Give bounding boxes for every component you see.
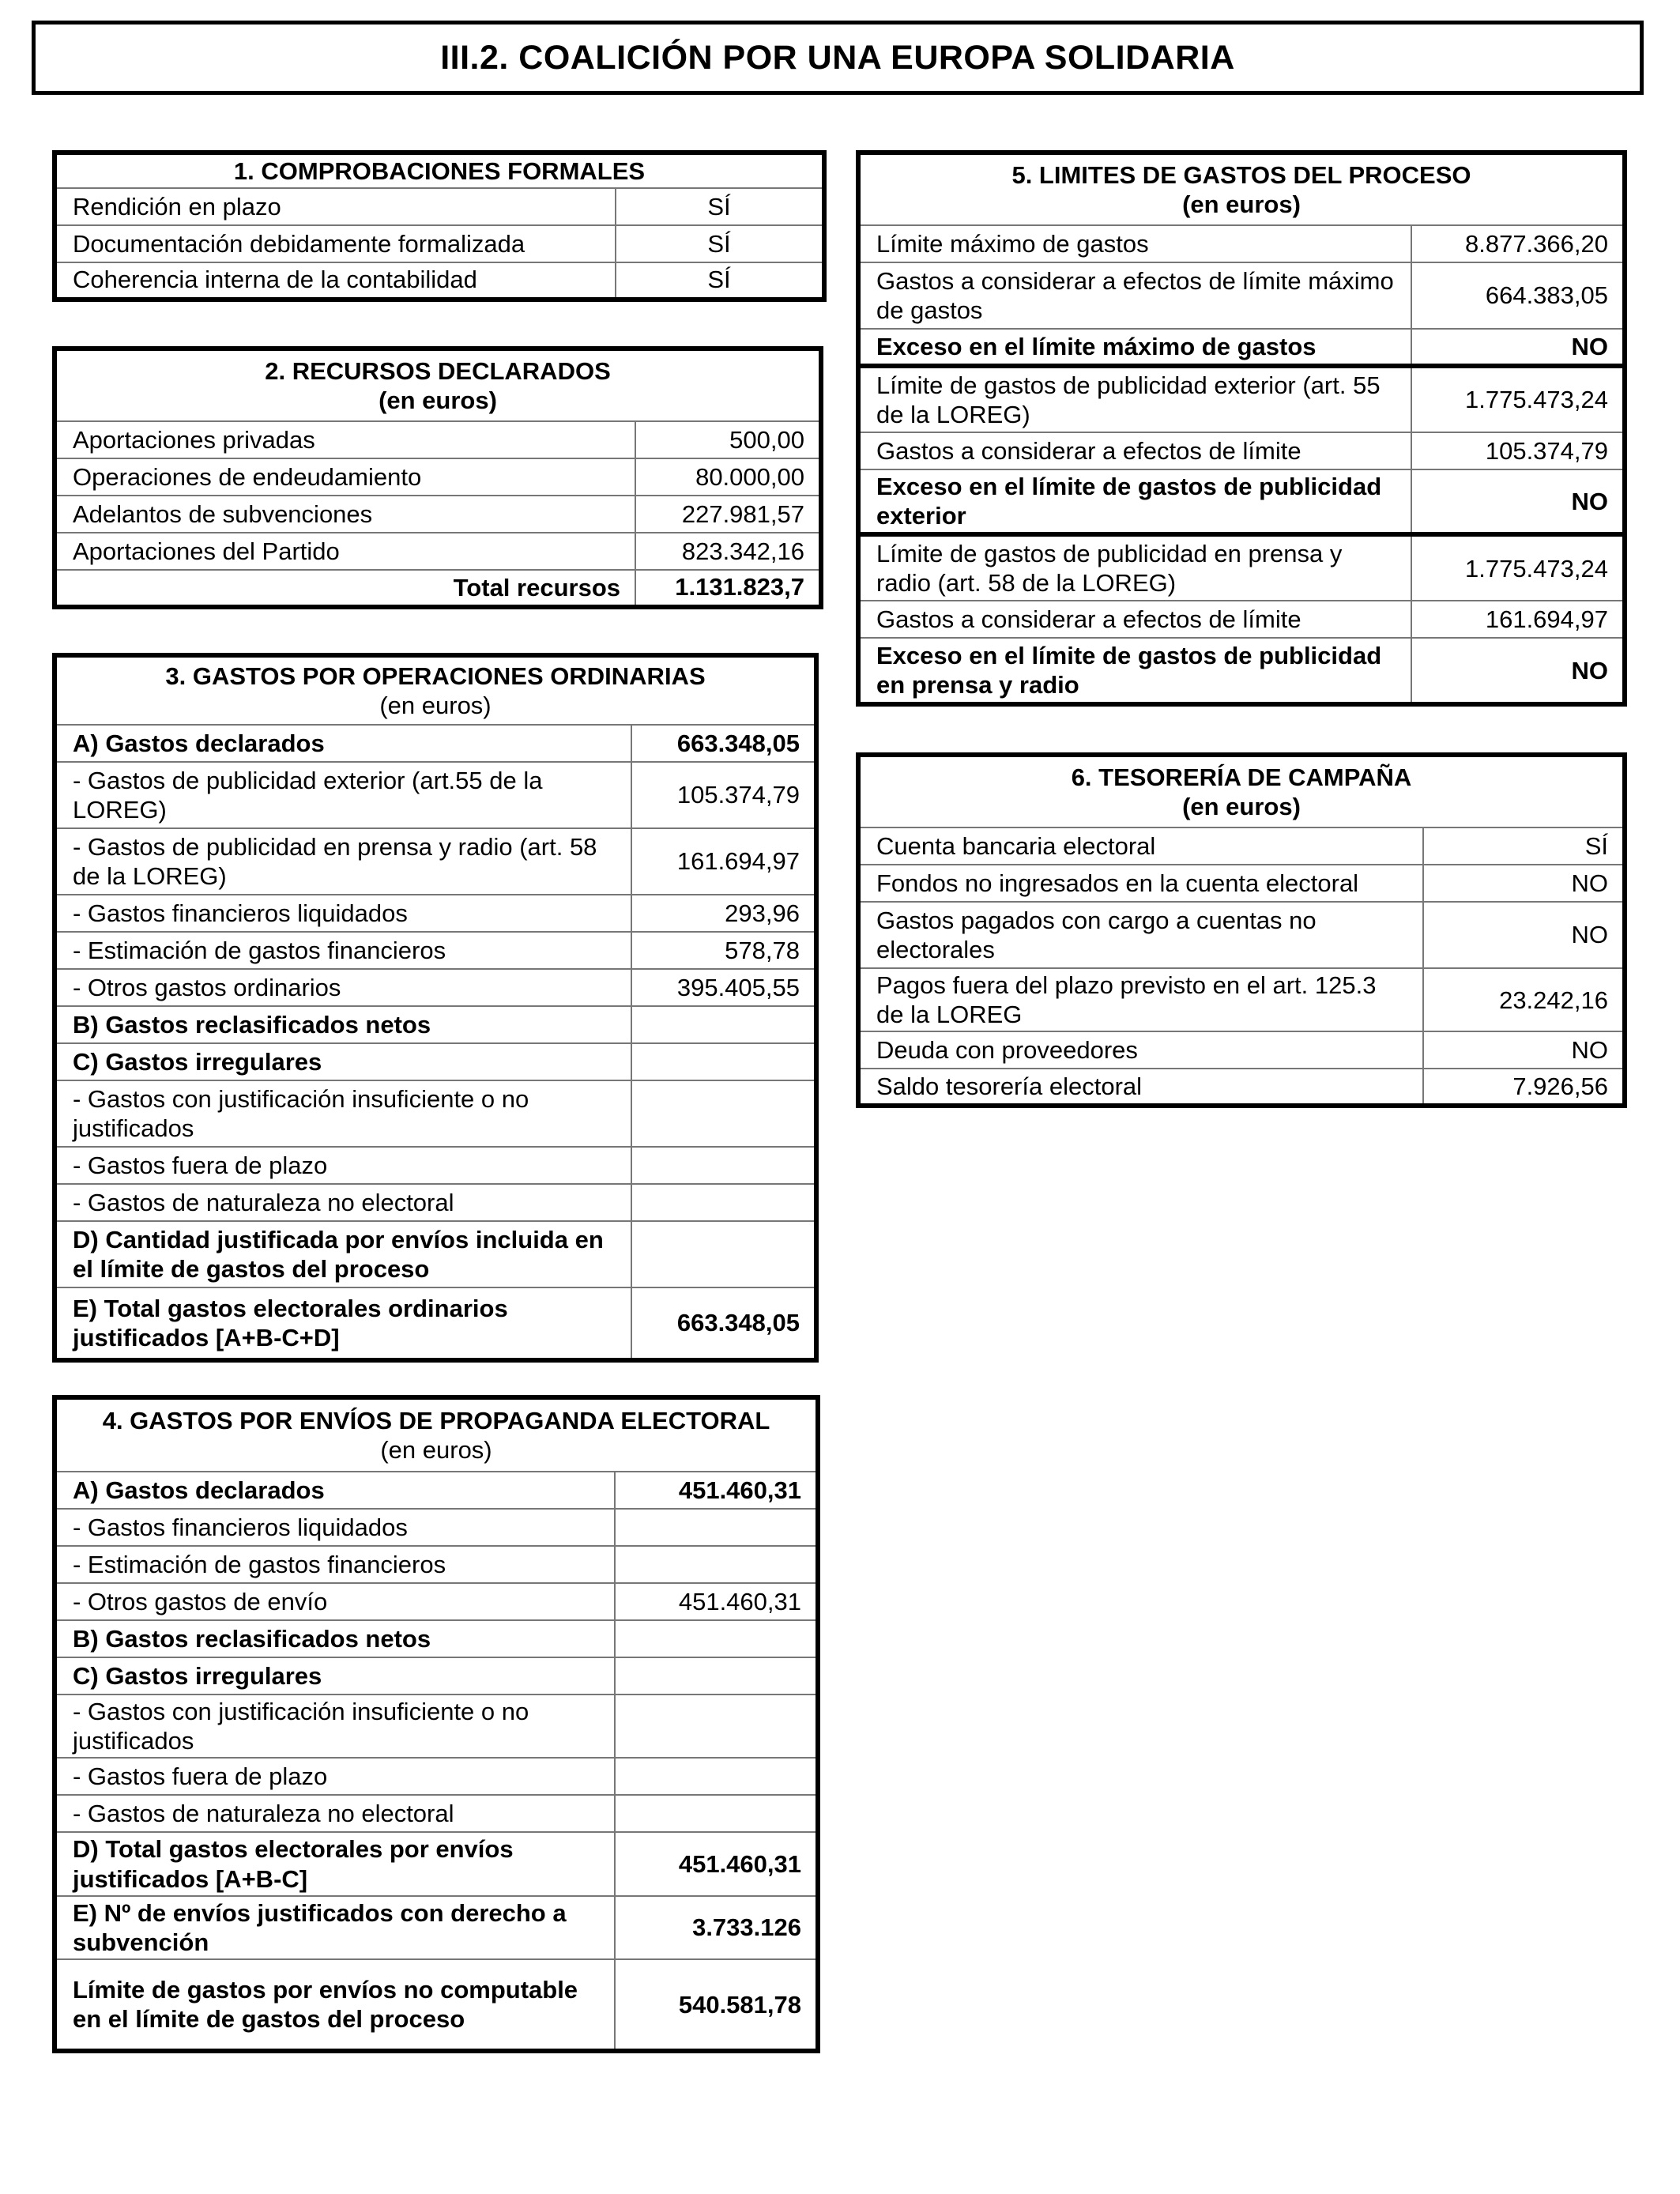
row-label: Rendición en plazo <box>55 188 616 225</box>
row-value: 7.926,56 <box>1423 1069 1625 1106</box>
row-value <box>631 1080 816 1147</box>
row-label: - Gastos de naturaleza no electoral <box>55 1795 615 1832</box>
row-label: - Gastos fuera de plazo <box>55 1147 631 1184</box>
row-label: Deuda con proveedores <box>858 1031 1423 1069</box>
row-value <box>631 1147 816 1184</box>
row-label: C) Gastos irregulares <box>55 1043 631 1080</box>
row-value <box>615 1795 818 1832</box>
row-value: 161.694,97 <box>1411 601 1625 638</box>
total-label: Total recursos <box>55 570 635 607</box>
row-label: D) Cantidad justificada por envíos incluida en el límite de gastos del proceso <box>55 1221 631 1287</box>
mailing-expenses-table <box>52 1395 820 2053</box>
row-label: Límite de gastos por envíos no computable en el límite de gastos del proceso <box>55 1959 615 2051</box>
row-label: - Gastos de publicidad exterior (art.55 de la LOREG) <box>55 762 631 828</box>
row-value: 578,78 <box>631 932 816 969</box>
table-subtitle: (en euros) <box>1182 793 1301 820</box>
row-label: Exceso en el límite de gastos de publicidad en prensa y radio <box>858 638 1411 704</box>
row-value: 395.405,55 <box>631 969 816 1006</box>
row-label: - Gastos con justificación insuficiente o no justificados <box>55 1080 631 1147</box>
row-value: 663.348,05 <box>631 725 816 762</box>
row-label: B) Gastos reclasificados netos <box>55 1006 631 1043</box>
row-value: 293,96 <box>631 895 816 932</box>
row-value: 1.775.473,24 <box>1411 366 1625 432</box>
row-label: Fondos no ingresados en la cuenta electoral <box>858 865 1423 902</box>
row-value <box>615 1509 818 1546</box>
row-value <box>631 1184 816 1221</box>
row-label: Aportaciones del Partido <box>55 533 635 570</box>
row-value <box>631 1043 816 1080</box>
row-value <box>615 1657 818 1695</box>
row-value <box>631 1006 816 1043</box>
row-label: - Estimación de gastos financieros <box>55 1546 615 1583</box>
row-label: - Gastos financieros liquidados <box>55 895 631 932</box>
total-value: 1.131.823,7 <box>635 570 821 607</box>
row-label: Límite máximo de gastos <box>858 225 1411 262</box>
row-label: - Gastos de publicidad en prensa y radio (art. 58 de la LOREG) <box>55 828 631 895</box>
table-title: 4. GASTOS POR ENVÍOS DE PROPAGANDA ELECTORAL <box>102 1406 770 1434</box>
row-value: 663.348,05 <box>631 1287 816 1360</box>
row-label: Exceso en el límite de gastos de publicidad exterior <box>858 469 1411 534</box>
row-value: 451.460,31 <box>615 1472 818 1509</box>
row-value: NO <box>1423 902 1625 968</box>
row-value <box>615 1758 818 1795</box>
row-label: D) Total gastos electorales por envíos justificados [A+B-C] <box>55 1832 615 1895</box>
row-value: 161.694,97 <box>631 828 816 895</box>
row-label: - Gastos de naturaleza no electoral <box>55 1184 631 1221</box>
table-subtitle: (en euros) <box>1182 190 1301 218</box>
row-label: Límite de gastos de publicidad en prensa y radio (art. 58 de la LOREG) <box>858 534 1411 601</box>
row-label: Exceso en el límite máximo de gastos <box>858 329 1411 366</box>
row-value: SÍ <box>1423 827 1625 865</box>
row-label: E) Nº de envíos justificados con derecho a subvención <box>55 1896 615 1959</box>
campaign-treasury-table <box>856 752 1627 1108</box>
row-label: Gastos a considerar a efectos de límite <box>858 601 1411 638</box>
row-label: C) Gastos irregulares <box>55 1657 615 1695</box>
row-label: Saldo tesorería electoral <box>858 1069 1423 1106</box>
row-value: SÍ <box>616 262 824 300</box>
declared-resources-table <box>52 346 823 609</box>
row-value: NO <box>1423 1031 1625 1069</box>
row-value: 451.460,31 <box>615 1583 818 1620</box>
page-title: III.2. COALICIÓN POR UNA EUROPA SOLIDARIA <box>32 21 1644 95</box>
row-value <box>615 1695 818 1758</box>
table-subtitle: (en euros) <box>380 1436 492 1464</box>
row-value: 105.374,79 <box>631 762 816 828</box>
row-label: - Otros gastos de envío <box>55 1583 615 1620</box>
row-value: NO <box>1411 469 1625 534</box>
row-value: NO <box>1411 329 1625 366</box>
formal-checks-table <box>52 150 827 302</box>
table-title: 3. GASTOS POR OPERACIONES ORDINARIAS <box>165 662 706 690</box>
row-label: Pagos fuera del plazo previsto en el art. 125.3 de la LOREG <box>858 968 1423 1031</box>
row-label: - Gastos con justificación insuficiente o no justificados <box>55 1695 615 1758</box>
row-value: 23.242,16 <box>1423 968 1625 1031</box>
row-value: 227.981,57 <box>635 496 821 533</box>
row-value: 8.877.366,20 <box>1411 225 1625 262</box>
row-label: Adelantos de subvenciones <box>55 496 635 533</box>
row-value: SÍ <box>616 225 824 262</box>
row-value: 3.733.126 <box>615 1896 818 1959</box>
row-value: 105.374,79 <box>1411 432 1625 469</box>
table-title: 6. TESORERÍA DE CAMPAÑA <box>1071 763 1412 791</box>
row-label: B) Gastos reclasificados netos <box>55 1620 615 1657</box>
row-label: Aportaciones privadas <box>55 421 635 458</box>
row-label: A) Gastos declarados <box>55 725 631 762</box>
row-label: Gastos pagados con cargo a cuentas no electorales <box>858 902 1423 968</box>
table-title: 5. LIMITES DE GASTOS DEL PROCESO <box>1011 160 1471 189</box>
row-value: NO <box>1423 865 1625 902</box>
row-label: Límite de gastos de publicidad exterior (art. 55 de la LOREG) <box>858 366 1411 432</box>
table-title: 2. RECURSOS DECLARADOS <box>265 356 611 385</box>
ordinary-expenses-table <box>52 653 819 1363</box>
table-subtitle: (en euros) <box>379 386 497 414</box>
row-label: Coherencia interna de la contabilidad <box>55 262 616 300</box>
row-label: E) Total gastos electorales ordinarios justificados [A+B-C+D] <box>55 1287 631 1360</box>
row-value: 80.000,00 <box>635 458 821 496</box>
row-value: 500,00 <box>635 421 821 458</box>
row-label: - Estimación de gastos financieros <box>55 932 631 969</box>
row-label: - Gastos financieros liquidados <box>55 1509 615 1546</box>
row-value: 664.383,05 <box>1411 262 1625 329</box>
table-title: 1. COMPROBACIONES FORMALES <box>55 153 824 188</box>
row-value: 451.460,31 <box>615 1832 818 1895</box>
row-label: Cuenta bancaria electoral <box>858 827 1423 865</box>
row-value <box>615 1620 818 1657</box>
row-value <box>631 1221 816 1287</box>
row-label: - Gastos fuera de plazo <box>55 1758 615 1795</box>
row-label: Gastos a considerar a efectos de límite máximo de gastos <box>858 262 1411 329</box>
spending-limits-table <box>856 150 1627 707</box>
row-value: 1.775.473,24 <box>1411 534 1625 601</box>
row-value <box>615 1546 818 1583</box>
row-value: 540.581,78 <box>615 1959 818 2051</box>
row-label: Operaciones de endeudamiento <box>55 458 635 496</box>
row-label: Gastos a considerar a efectos de límite <box>858 432 1411 469</box>
row-value: SÍ <box>616 188 824 225</box>
row-value: NO <box>1411 638 1625 704</box>
row-label: Documentación debidamente formalizada <box>55 225 616 262</box>
row-value: 823.342,16 <box>635 533 821 570</box>
row-label: A) Gastos declarados <box>55 1472 615 1509</box>
row-label: - Otros gastos ordinarios <box>55 969 631 1006</box>
table-subtitle: (en euros) <box>379 692 492 719</box>
